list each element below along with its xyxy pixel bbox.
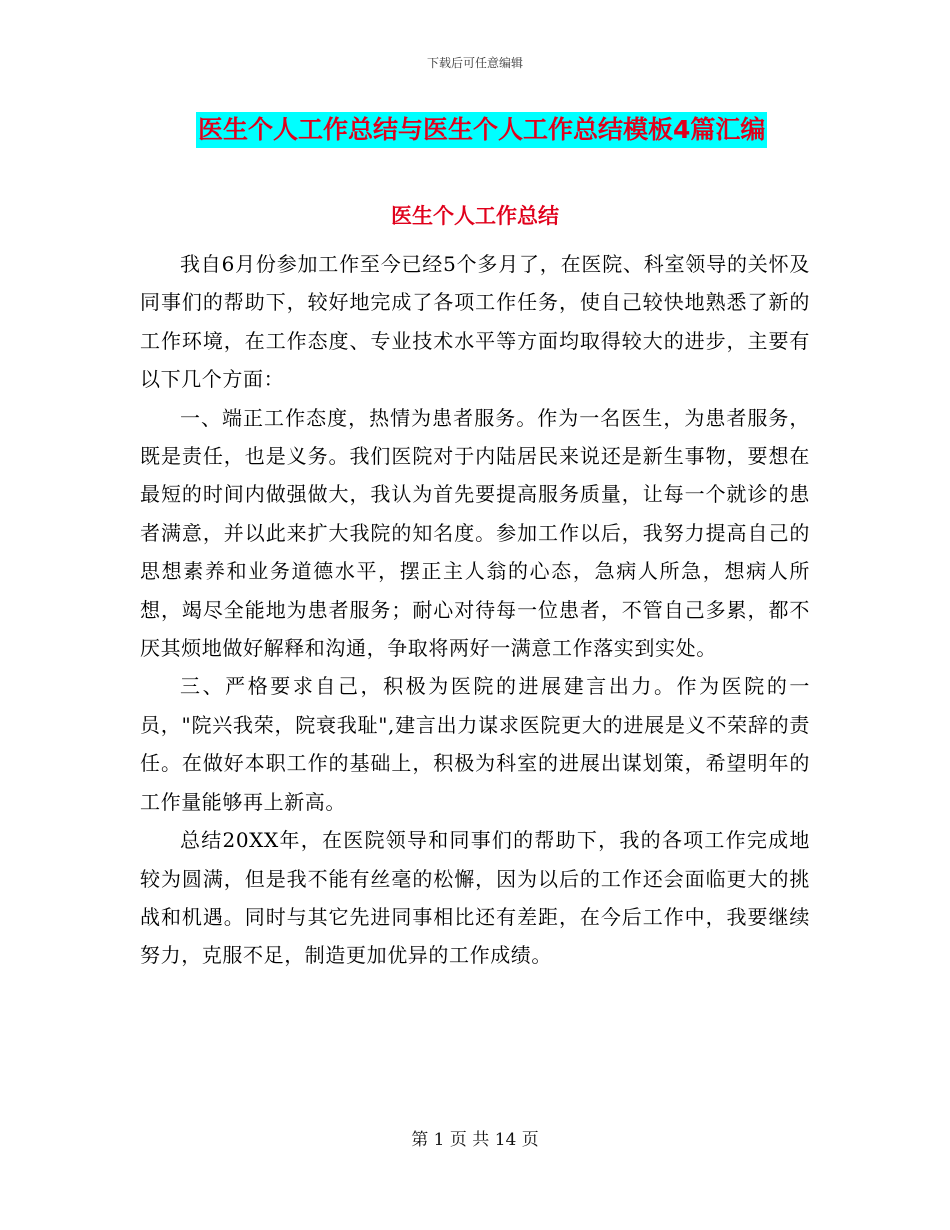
page-footer: 第 1 页 共 14 页 xyxy=(411,1130,539,1150)
document-title: 医生个人工作总结与医生个人工作总结模板4篇汇编 xyxy=(196,112,767,148)
document-body xyxy=(140,245,810,975)
body-paragraph: 三、严格要求自己，积极为医院的进展建言出力。作为医院的一员，"院兴我荣，院衰我耻",建言出力谋求医院更大的进展是义不荣辞的责任。在做好本职工作的基础上，积极为科室的进展出谋划策，希望明年的工作量能够再上新高。 xyxy=(140,674,810,814)
body-paragraph: 我自6月份参加工作至今已经5个多月了，在医院、科室领导的关怀及同事们的帮助下，较好地完成了各项工作任务，使自己较快地熟悉了新的工作环境，在工作态度、专业技术水平等方面均取得较大的进步，主要有以下几个方面： xyxy=(140,252,810,392)
section-title: 医生个人工作总结 xyxy=(391,204,559,228)
header-note: 下载后可任意编辑 xyxy=(426,56,523,70)
body-paragraph: 一、端正工作态度，热情为患者服务。作为一名医生，为患者服务，既是责任，也是义务。我们医院对于内陆居民来说还是新生事物，要想在最短的时间内做强做大，我认为首先要提高服务质量，让每一个就诊的患者满意，并以此来扩大我院的知名度。参加工作以后，我努力提高自己的思想素养和业务道德水平，摆正主人翁的心态，急病人所急，想病人所想，竭尽全能地为患者服务；耐心对待每一位患者，不管自己多累，都不厌其烦地做好解释和沟通，争取将两好一满意工作落实到实处。 xyxy=(140,405,810,661)
body-paragraph: 总结20XX年，在医院领导和同事们的帮助下，我的各项工作完成地较为圆满，但是我不能有丝毫的松懈，因为以后的工作还会面临更大的挑战和机遇。同时与其它先进同事相比还有差距，在今后工作中，我要继续努力，克服不足，制造更加优异的工作成绩。 xyxy=(140,828,810,968)
